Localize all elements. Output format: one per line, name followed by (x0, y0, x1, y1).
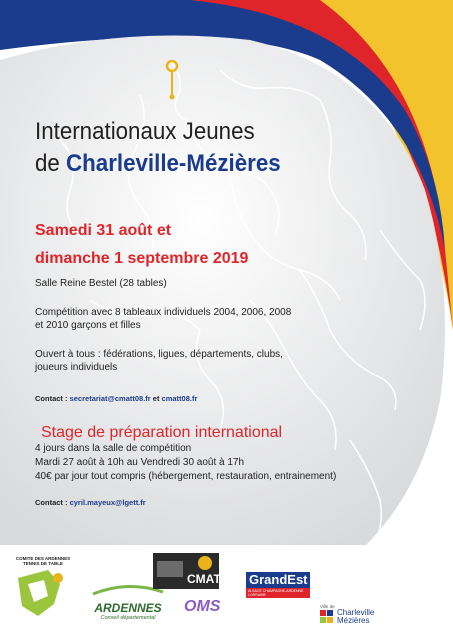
open-line-1: Ouvert à tous : fédérations, ligues, départements, clubs, (35, 349, 283, 360)
grandest-logo (246, 572, 310, 598)
date-line-2: dimanche 1 septembre 2019 (35, 250, 249, 267)
stage-line-1: 4 jours dans la salle de compétition (35, 443, 192, 454)
paddle-map-icon (8, 566, 78, 621)
grandest-sub: ALSACE CHAMPAGNE-ARDENNE LORRAINE (246, 588, 310, 598)
title-prefix: de (35, 150, 67, 177)
contact-sep: et (150, 394, 162, 403)
title-line-1: Internationaux Jeunes (35, 118, 255, 145)
contact-1 (35, 394, 197, 403)
contact-email-2[interactable]: cmatt08.fr (161, 394, 198, 403)
comite-line-1: COMITE DES ARDENNES (15, 556, 71, 561)
cmatt-name: CMATT (187, 572, 229, 586)
stage-line-3: 40€ par jour tout compris (hébergement, restauration, entrainement) (35, 471, 337, 482)
venue-text: Salle Reine Bestel (28 tables) (35, 278, 167, 289)
ardennes-name: ARDENNES (94, 601, 162, 615)
date-line-1: Samedi 31 août et (35, 222, 172, 239)
title-line-2 (35, 150, 281, 178)
competition-line-2: et 2010 garçons et filles (35, 320, 141, 331)
contact-2 (35, 498, 146, 507)
stage-title: Stage de préparation international (41, 424, 283, 441)
ville-emblem-icon (320, 610, 334, 624)
ville-prefix: Ville de (320, 604, 335, 609)
ville-line-1: Charleville (337, 608, 375, 617)
open-line-2: joueurs individuels (35, 362, 118, 373)
stage-line-2: Mardi 27 août à 10h au Vendredi 30 août à 17h (35, 457, 245, 468)
oms-name: OMS (184, 598, 221, 615)
contact-label: Contact : (35, 394, 70, 403)
cmatt-logo (153, 553, 229, 589)
competition-line-1: Compétition avec 8 tableaux individuels 2004, 2006, 2008 (35, 307, 292, 318)
contact-label-2: Contact : (35, 498, 70, 507)
cmatt-emblem-icon (153, 553, 229, 589)
comite-line-2: TENNIS DE TABLE (23, 561, 63, 566)
grandest-name: GrandEst (249, 572, 308, 587)
ardennes-sub: Conseil départemental (100, 615, 156, 621)
ville-line-2: Mézières (337, 616, 370, 625)
comite-ardennes-logo (8, 556, 78, 626)
oms-logo (184, 598, 221, 624)
ville-logo (320, 604, 390, 638)
title-city: Charleville-Mézières (66, 150, 281, 177)
contact-email-1[interactable]: secretariat@cmatt08.fr (69, 394, 151, 403)
contact-email-3[interactable]: cyril.mayeux@lgett.fr (69, 498, 146, 507)
